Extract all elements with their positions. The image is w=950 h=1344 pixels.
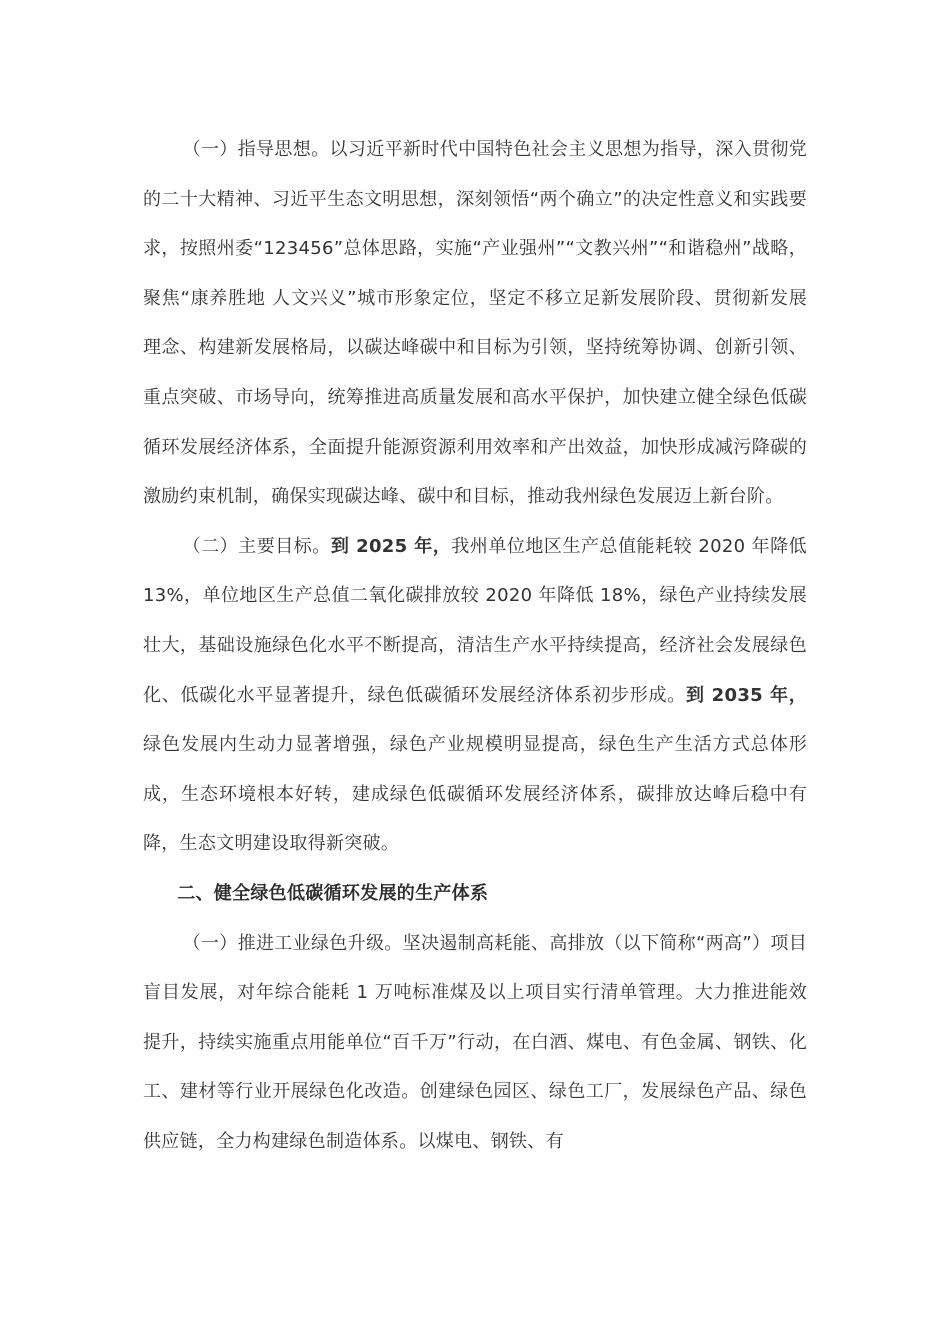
goal-2035-label: 到 2035 年， <box>685 684 807 706</box>
guiding-thought-paragraph: （一）指导思想。以习近平新时代中国特色社会主义思想为指导，深入贯彻党的二十大精神、习近平生态文明思想，深刻领悟“两个确立”的决定性意义和实践要求，按照州委“123456”总体思路，实施“产业强州”“文教兴州”“和谐稳州”战略，聚焦“康养胜地 人文兴义”城市形象定位，坚定不移立足新发展阶段、贯彻新发展理念、构建新发展格局，以碳达峰碳中和目标为引领，坚持统筹协调、创新引领、重点突破、市场导向，统筹推进高质量发展和高水平保护，加快建立健全绿色低碳循环发展经济体系，全面提升能源资源利用效率和产出效益，加快形成减污降碳的激励约束机制，确保实现碳达峰、碳中和目标，推动我州绿色发展迈上新台阶。 <box>143 139 807 508</box>
goal-2025-label: 到 2025 年， <box>330 535 452 557</box>
main-goals-lead: （二）主要目标。 <box>182 535 331 557</box>
goal-2035-text: 绿色发展内生动力显著增强，绿色产业规模明显提高，绿色生产生活方式总体形成，生态环境根本好转，建成绿色低碳循环发展经济体系，碳排放达峰后稳中有降，生态文明建设取得新突破。 <box>143 734 807 855</box>
section-heading: 二、健全绿色低碳循环发展的生产体系 <box>177 882 489 904</box>
goal-2025-text: 我州单位地区生产总值能耗较 2020 年降低 13%，单位地区生产总值二氧化碳排放较 2020 年降低 18%，绿色产业持续发展壮大，基础设施绿色化水平不断提高，清洁生产水平持续提高，经济社会发展绿色化、低碳化水平显著提升，绿色低碳循环发展经济体系初步形成。 <box>143 535 807 706</box>
industrial-upgrade-paragraph: （一）推进工业绿色升级。坚决遏制高耗能、高排放（以下简称“两高”）项目盲目发展，对年综合能耗 1 万吨标准煤及以上项目实行清单管理。大力推进能效提升，持续实施重点用能单位“百千万”行动，在白酒、煤电、有色金属、钢铁、化工、建材等行业开展绿色化改造。创建绿色园区、绿色工厂，发展绿色产品、绿色供应链，全力构建绿色制造体系。以煤电、钢铁、有 <box>143 932 807 1152</box>
document-page <box>143 125 807 1166</box>
main-goals-paragraph <box>143 522 807 869</box>
